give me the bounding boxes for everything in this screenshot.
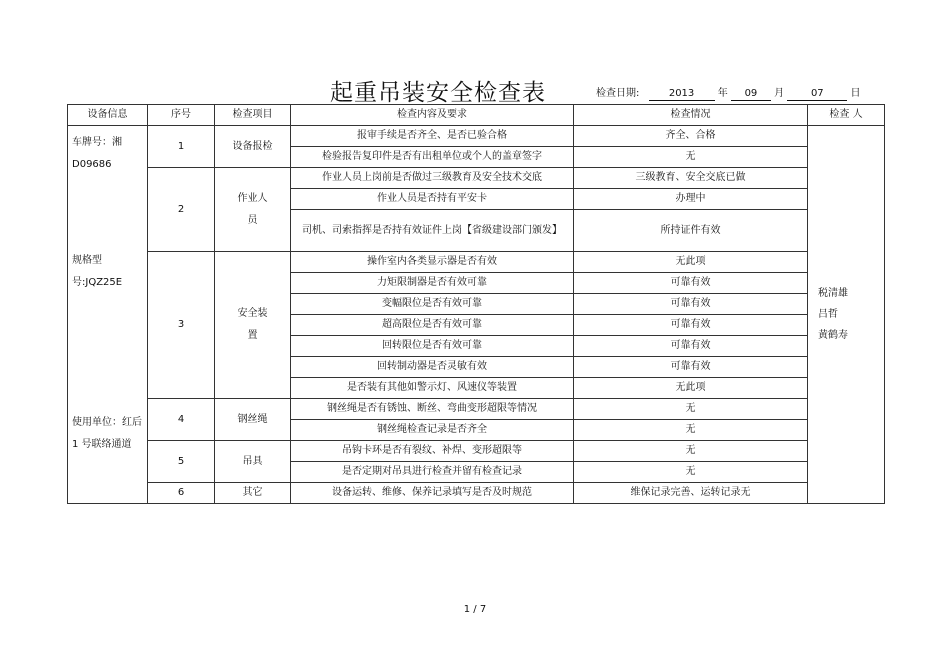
table-row — [68, 399, 885, 420]
check-result: 无 — [574, 462, 808, 483]
check-result: 可靠有效 — [574, 315, 808, 336]
check-content: 检验报告复印件是否有出租单位或个人的盖章签字 — [291, 147, 574, 168]
check-result: 办理中 — [574, 189, 808, 210]
check-content: 回转制动器是否灵敏有效 — [291, 357, 574, 378]
check-result: 无此项 — [574, 252, 808, 273]
table-row — [68, 441, 885, 462]
date-month-unit: 月 — [774, 88, 785, 99]
header-equipment: 设备信息 — [68, 105, 148, 126]
check-result: 无 — [574, 399, 808, 420]
group-number: 2 — [148, 168, 215, 252]
check-content: 超高限位是否有效可靠 — [291, 315, 574, 336]
header-content: 检查内容及要求 — [291, 105, 574, 126]
group-item: 安全装置 — [215, 252, 291, 399]
check-result: 可靠有效 — [574, 336, 808, 357]
equipment-model: 规格型号:JQZ25E — [72, 255, 123, 288]
group-item: 其它 — [215, 483, 291, 504]
check-content: 回转限位是否有效可靠 — [291, 336, 574, 357]
check-content: 力矩限制器是否有效可靠 — [291, 273, 574, 294]
page-number: 1 / 7 — [463, 604, 487, 615]
check-content: 司机、司索指挥是否持有效证件上岗【省级建设部门颁发】 — [291, 210, 574, 252]
header-inspector: 检查 人 — [808, 105, 885, 126]
equipment-info-cell — [68, 126, 148, 504]
check-result: 可靠有效 — [574, 294, 808, 315]
check-content: 作业人员上岗前是否做过三级教育及安全技术交底 — [291, 168, 574, 189]
check-result: 无 — [574, 420, 808, 441]
check-content: 报审手续是否齐全、是否已验合格 — [291, 126, 574, 147]
check-content: 是否定期对吊具进行检查并留有检查记录 — [291, 462, 574, 483]
table-row — [68, 126, 885, 147]
group-number: 4 — [148, 399, 215, 441]
check-result: 无 — [574, 441, 808, 462]
inspector-name: 黄鹤寿 — [818, 330, 848, 341]
table-row — [68, 252, 885, 273]
check-content: 操作室内各类显示器是否有效 — [291, 252, 574, 273]
header-row — [68, 105, 885, 126]
group-number: 5 — [148, 441, 215, 483]
check-content: 是否装有其他如警示灯、风速仪等装置 — [291, 378, 574, 399]
check-result: 三级教育、安全交底已做 — [574, 168, 808, 189]
group-number: 6 — [148, 483, 215, 504]
check-content: 钢丝绳检查记录是否齐全 — [291, 420, 574, 441]
equipment-plate: 车牌号：湘D09686 — [72, 137, 122, 170]
header-no: 序号 — [148, 105, 215, 126]
group-item: 钢丝绳 — [215, 399, 291, 441]
check-result: 维保记录完善、运转记录无 — [574, 483, 808, 504]
inspector-name: 吕哲 — [818, 309, 838, 320]
table-row — [68, 168, 885, 189]
check-content: 吊钩卡环是否有裂纹、补焊、变形超限等 — [291, 441, 574, 462]
date-day: 07 — [787, 87, 847, 101]
group-number: 3 — [148, 252, 215, 399]
date-label: 检查日期: — [596, 88, 640, 99]
date-month: 09 — [731, 87, 771, 101]
check-result: 可靠有效 — [574, 273, 808, 294]
inspector-name: 税清雄 — [818, 288, 848, 299]
check-result: 齐全、合格 — [574, 126, 808, 147]
inspection-date — [596, 84, 861, 101]
table-row — [68, 483, 885, 504]
group-item: 作业人员 — [215, 168, 291, 252]
page-title: 起重吊装安全检查表 — [330, 80, 546, 106]
check-content: 作业人员是否持有平安卡 — [291, 189, 574, 210]
inspection-table — [67, 104, 885, 504]
inspector-cell — [808, 126, 885, 504]
group-number: 1 — [148, 126, 215, 168]
date-day-unit: 日 — [850, 88, 861, 99]
date-year-unit: 年 — [717, 88, 728, 99]
check-content: 设备运转、维修、保养记录填写是否及时规范 — [291, 483, 574, 504]
group-item: 吊具 — [215, 441, 291, 483]
check-content: 变幅限位是否有效可靠 — [291, 294, 574, 315]
group-item: 设备报检 — [215, 126, 291, 168]
equipment-unit: 使用单位：红后 1 号联络通道 — [72, 417, 142, 450]
header-result: 检查情况 — [574, 105, 808, 126]
check-result: 无 — [574, 147, 808, 168]
check-result: 无此项 — [574, 378, 808, 399]
date-year: 2013 — [649, 87, 715, 101]
check-content: 钢丝绳是否有锈蚀、断丝、弯曲变形超限等情况 — [291, 399, 574, 420]
header-item: 检查项目 — [215, 105, 291, 126]
check-result: 所持证件有效 — [574, 210, 808, 252]
check-result: 可靠有效 — [574, 357, 808, 378]
inspection-table-body — [68, 105, 885, 504]
